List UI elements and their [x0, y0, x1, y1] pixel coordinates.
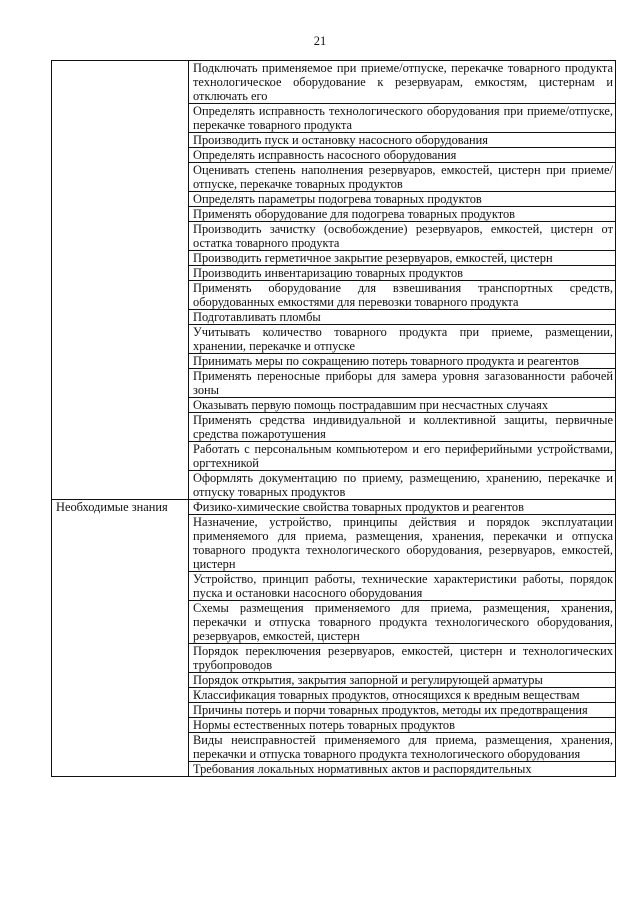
table-cell-item: Производить пуск и остановку насосного оборудования — [189, 133, 616, 148]
table-cell-item: Применять оборудование для взвешивания транспортных средств, оборудованных емкостями для перевозки товарного продукта — [189, 281, 616, 310]
table-body — [52, 61, 616, 777]
table-cell-item: Применять оборудование для подогрева товарных продуктов — [189, 207, 616, 222]
table-cell-item: Физико-химические свойства товарных продуктов и реагентов — [189, 500, 616, 515]
table-cell-item: Определять исправность насосного оборудования — [189, 148, 616, 163]
table-cell-item: Определять исправность технологического оборудования при приеме/отпуске, перекачке товарного продукта — [189, 104, 616, 133]
table-cell-item: Устройство, принцип работы, технические характеристики работы, порядок пуска и остановки насосного оборудования — [189, 572, 616, 601]
table-cell-item: Назначение, устройство, принципы действия и порядок эксплуатации применяемого для приема, размещения, хранения, перекачки и отпуска товарного продукта технологического оборудования, резервуаров, емкостей, цистерн — [189, 515, 616, 572]
table-cell-item: Нормы естественных потерь товарных продуктов — [189, 718, 616, 733]
table-row — [52, 61, 616, 104]
table-cell-item: Порядок переключения резервуаров, емкостей, цистерн и технологических трубопроводов — [189, 644, 616, 673]
table-cell-item: Оказывать первую помощь пострадавшим при несчастных случаях — [189, 398, 616, 413]
table-cell-item: Схемы размещения применяемого для приема, размещения, хранения, перекачки и отпуска товарного продукта технологического оборудования, резервуаров, емкостей, цистерн — [189, 601, 616, 644]
table-cell-item: Работать с персональным компьютером и его периферийными устройствами, оргтехникой — [189, 442, 616, 471]
table-cell-item: Учитывать количество товарного продукта при приеме, размещении, хранении, перекачке и отпуске — [189, 325, 616, 354]
table-cell-item: Определять параметры подогрева товарных продуктов — [189, 192, 616, 207]
table-cell-item: Производить инвентаризацию товарных продуктов — [189, 266, 616, 281]
table-cell-item: Производить герметичное закрытие резервуаров, емкостей, цистерн — [189, 251, 616, 266]
section-label: Необходимые знания — [52, 500, 189, 777]
table-cell-item: Принимать меры по сокращению потерь товарного продукта и реагентов — [189, 354, 616, 369]
table-cell-item: Подключать применяемое при приеме/отпуске, перекачке товарного продукта технологическое оборудование к резервуарам, емкостям, цистернам и отключать его — [189, 61, 616, 104]
section-label — [52, 61, 189, 500]
table-cell-item: Применять переносные приборы для замера уровня загазованности рабочей зоны — [189, 369, 616, 398]
table-cell-item: Порядок открытия, закрытия запорной и регулирующей арматуры — [189, 673, 616, 688]
table-cell-item: Требования локальных нормативных актов и распорядительных — [189, 762, 616, 777]
table-cell-item: Оформлять документацию по приему, размещению, хранению, перекачке и отпуску товарных продуктов — [189, 471, 616, 500]
table-cell-item: Оценивать степень наполнения резервуаров, емкостей, цистерн при приеме/отпуске, перекачке товарных продуктов — [189, 163, 616, 192]
table-row — [52, 500, 616, 515]
table-cell-item: Причины потерь и порчи товарных продуктов, методы их предотвращения — [189, 703, 616, 718]
page-number: 21 — [313, 34, 327, 48]
table-cell-item: Подготавливать пломбы — [189, 310, 616, 325]
table-cell-item: Классификация товарных продуктов, относящихся к вредным веществам — [189, 688, 616, 703]
labor-functions-table — [51, 60, 616, 777]
table-cell-item: Производить зачистку (освобождение) резервуаров, емкостей, цистерн от остатка товарного продукта — [189, 222, 616, 251]
table-cell-item: Виды неисправностей применяемого для приема, размещения, хранения, перекачки и отпуска товарного продукта технологического оборудования — [189, 733, 616, 762]
table-cell-item: Применять средства индивидуальной и коллективной защиты, первичные средства пожаротушения — [189, 413, 616, 442]
